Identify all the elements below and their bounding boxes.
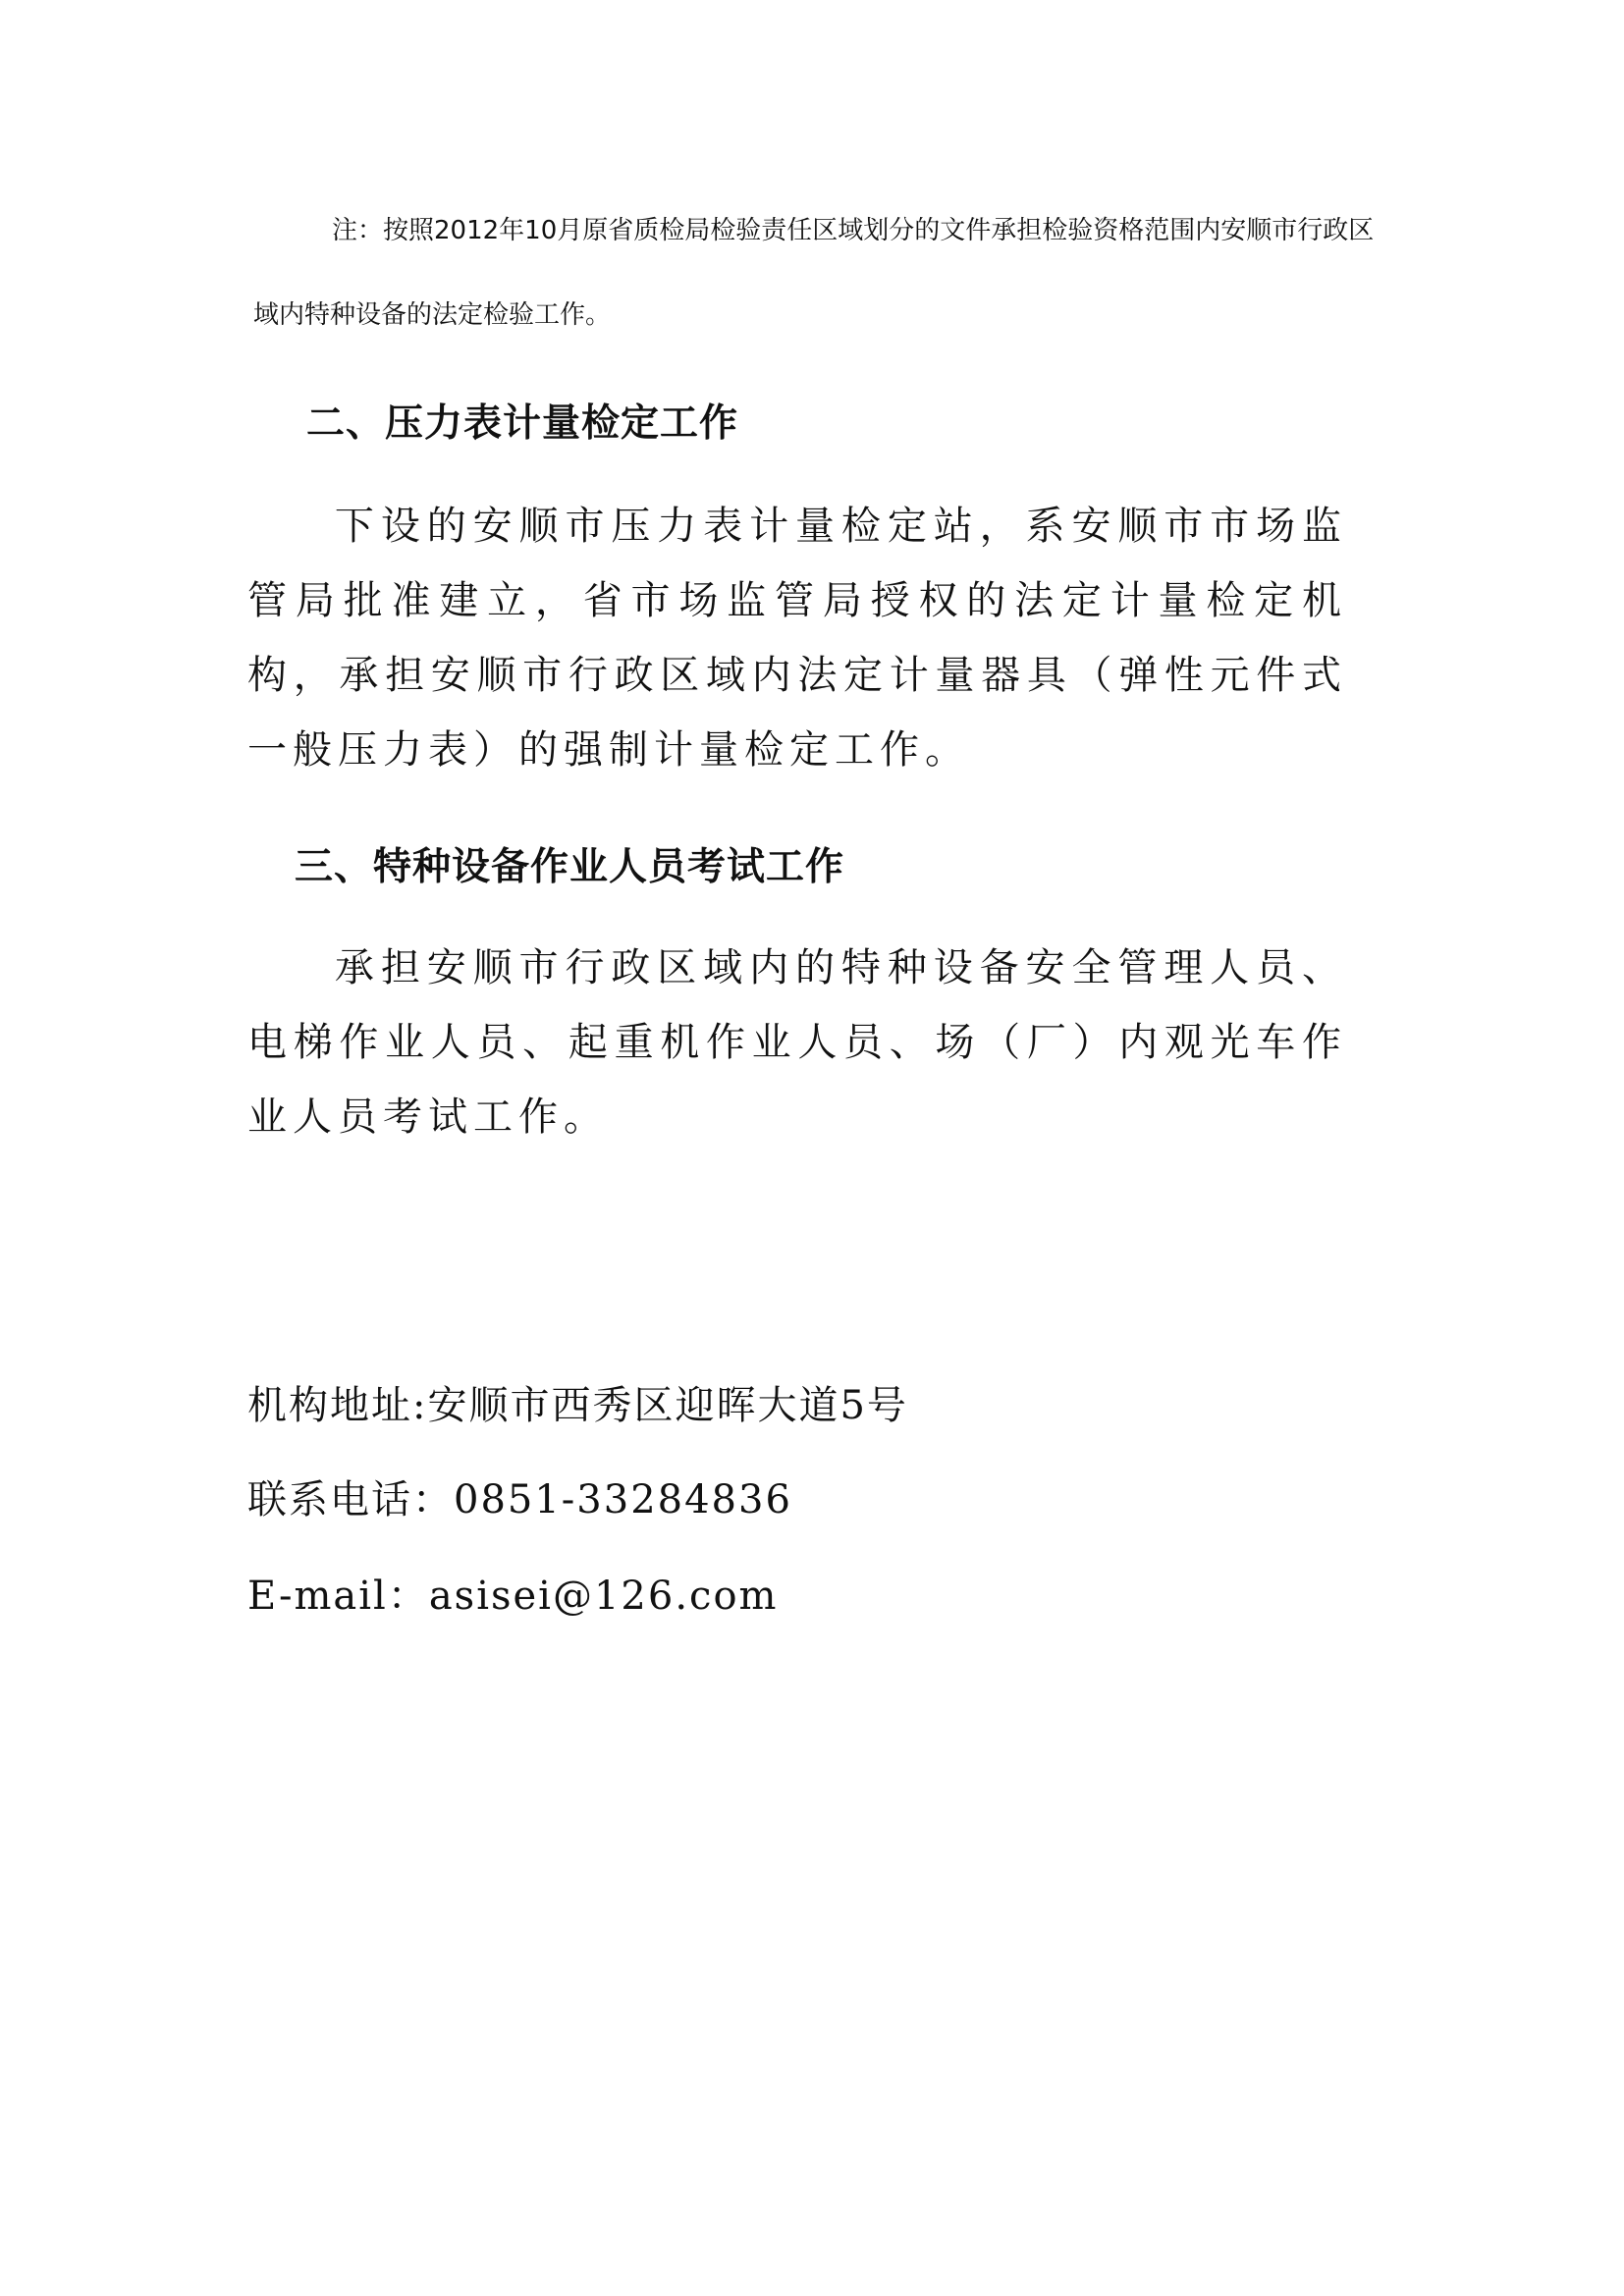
section-body-pressure-gauge xyxy=(247,489,1347,787)
contact-email: E-mail：asisei@126.com xyxy=(247,1574,779,1619)
note-paragraph xyxy=(253,188,1382,357)
section-heading-operator-exam: 三、特种设备作业人员考试工作 xyxy=(295,845,845,889)
contact-address: 机构地址:安顺市西秀区迎晖大道5号 xyxy=(247,1383,908,1428)
note-text: 注：按照2012年10月原省质检局检验责任区域划分的文件承担检验资格范围内安顺市行政区域内特种设备的法定检验工作。 xyxy=(253,216,1375,330)
contact-phone: 联系电话：0851-33284836 xyxy=(247,1477,792,1522)
section-body-pressure-gauge-text: 下设的安顺市压力表计量检定站，系安顺市市场监管局批准建立，省市场监管局授权的法定计量检定机构，承担安顺市行政区域内法定计量器具（弹性元件式一般压力表）的强制计量检定工作。 xyxy=(247,504,1347,773)
section-body-operator-exam xyxy=(247,931,1347,1154)
section-body-operator-exam-text: 承担安顺市行政区域内的特种设备安全管理人员、电梯作业人员、起重机作业人员、场（厂）内观光车作业人员考试工作。 xyxy=(247,945,1347,1140)
section-heading-pressure-gauge: 二、压力表计量检定工作 xyxy=(306,401,739,446)
